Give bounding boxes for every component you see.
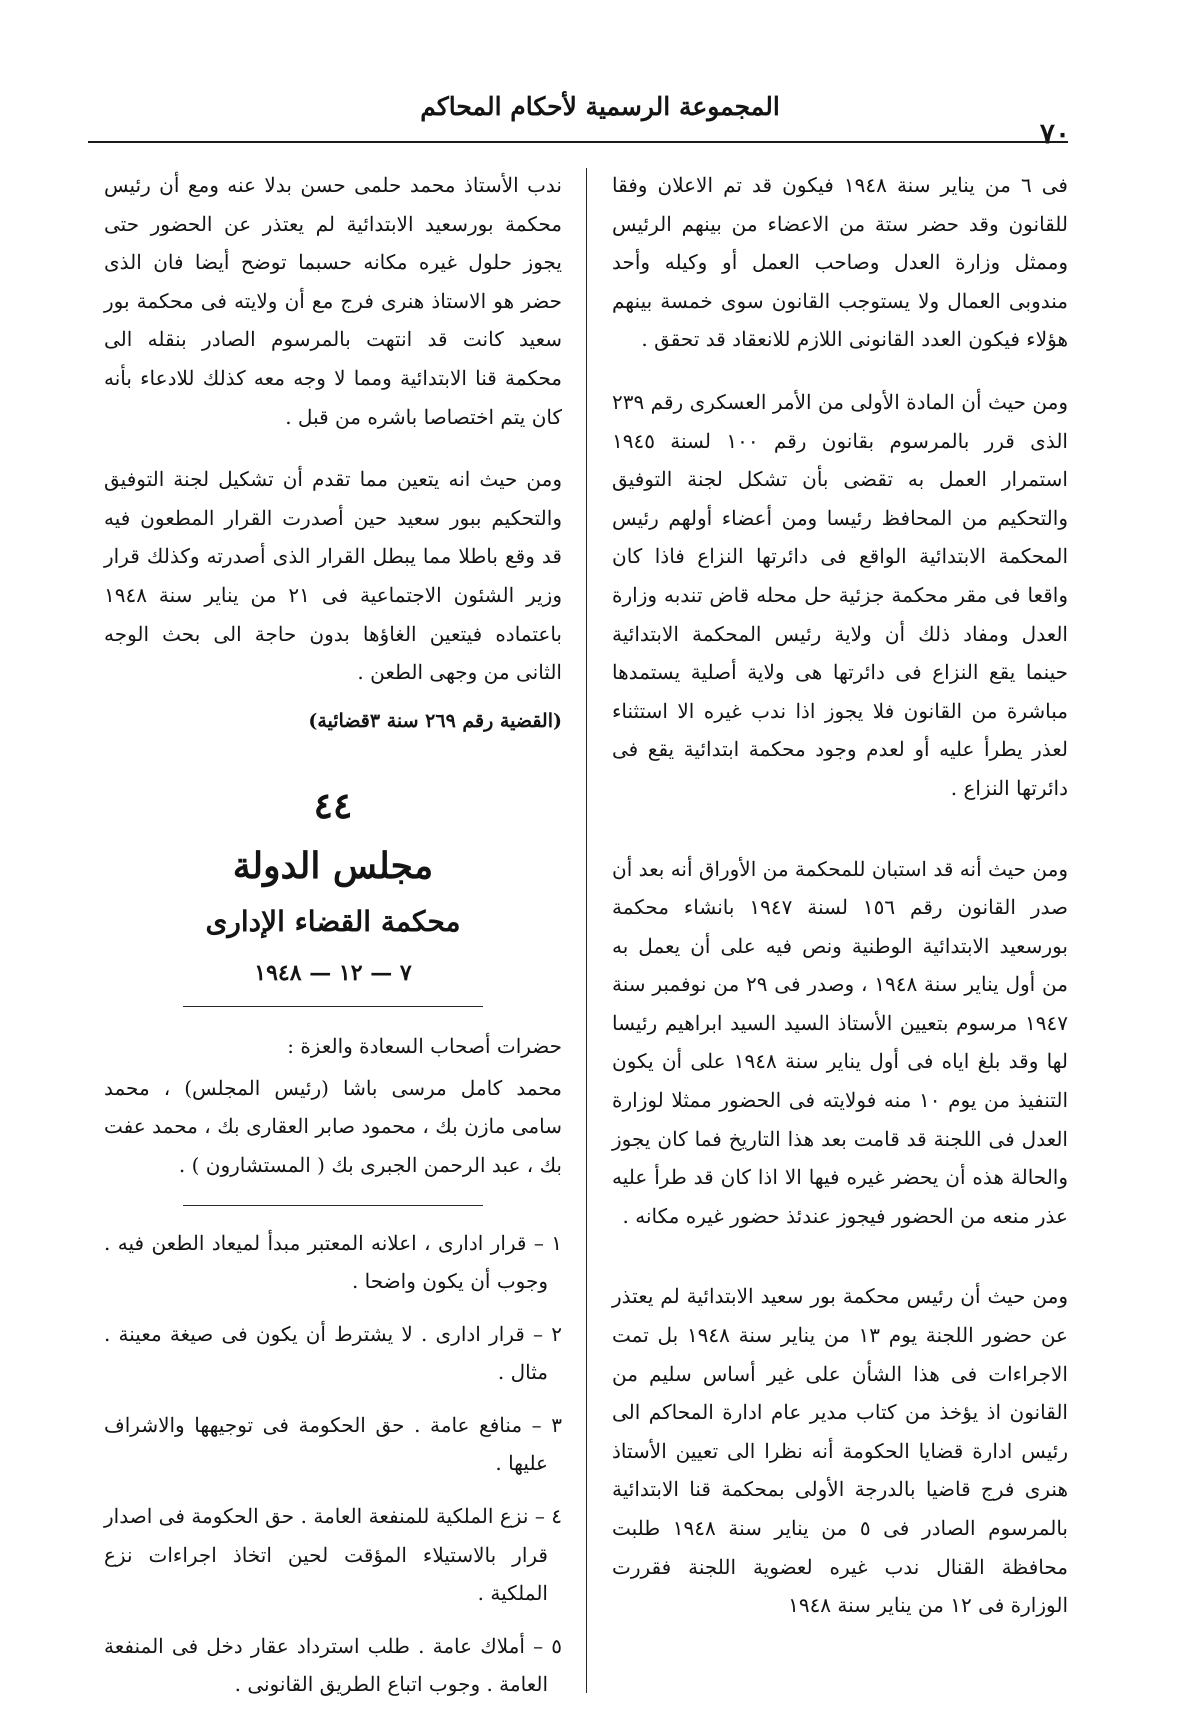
case-reference: (القضية رقم ٢٦٩ سنة ٣قضائية) (308, 709, 562, 732)
paragraph: ومن حيث أنه قد استبان للمحكمة من الأوراق أنه بعد أن صدر القانون رقم ١٥٦ لسنة ١٩٤٧ بانشاء محكمة بورسعيد الابتدائية الوطنية ونص فيه على أن يعمل به من أول يناير سنة ١٩٤٨ ، وصدر فى ٢٩ من نوفمبر سنة ١٩٤٧ مرسوم بتعيين الأستاذ السيد السيد ابراهيم رئيسا لها وقد بلغ اياه فى أول يناير سنة ١٩٤٨ على أن يكون التنفيذ من يوم ١٠ منه فولايته فى الحضور ممثلا لوزارة العدل فى اللجنة قد قامت بعد هذا التاريخ فما كان يجوز والحالة هذه أن يحضر غيره فيها الا اذا كان قد طرأ عليه عذر منعه من الحضور فيجوز عندئذ حضور غيره مكانه . (612, 856, 1069, 1228)
court-title: محكمة القضاء الإدارى (205, 904, 461, 938)
headnote-item: ٣ – منافع عامة . حق الحكومة فى توجيهها والاشراف عليها . (104, 1412, 562, 1476)
paragraph-gap (612, 808, 1068, 850)
paragraph: ومن حيث أن رئيس محكمة بور سعيد الابتدائية لم يعتذر عن حضور اللجنة يوم ١٣ من يناير سنة ١٩٤٨ بل تمت الاجراءات فى هذا الشأن على غير أساس سليم من القانون اذ يؤخذ من كتاب مدير عام ادارة المحاكم الى رئيس ادارة قضايا الحكومة أنه نظرا الى تعيين الأستاذ هنرى فرج قاضيا بالدرجة الأولى بمحكمة قنا الابتدائية بالمرسوم الصادر فى ٥ من يناير سنة ١٩٤٨ طلبت محافظة القنال ندب غيره لعضوية اللجنة فقررت الوزارة فى ١٢ من يناير سنة ١٩٤٨ (612, 1284, 1068, 1618)
headnote-item: ٥ – أملاك عامة . طلب استرداد عقار دخل فى المنفعة العامة . وجوب اتباع الطريق القانونى . (104, 1633, 562, 1697)
column-divider (586, 168, 587, 1693)
section-number: ٤٤ (313, 784, 353, 827)
paragraph: ندب الأستاذ محمد حلمى حسن بدلا عنه ومع أن رئيس محكمة بورسعيد الابتدائية لم يعتذر عن الحضور حتى يجوز حلول غيره مكانه حسبما توضح أيضا فان الذى حضر هو الاستاذ هنرى فرج مع أن ولايته فى محكمة بور سعيد كانت قد انتهت بالمرسوم الصادر بنقله الى محكمة قنا الابتدائية ومما لا وجه معه كذلك للادعاء بأنه كان يتم اختصاصا باشره من قبل . (104, 173, 562, 429)
paragraph: ومن حيث انه يتعين مما تقدم أن تشكيل لجنة التوفيق والتحكيم ببور سعيد حين أصدرت القرار المطعون فيه قد وقع باطلا مما يبطل القرار الذى أصدرته وكذلك قرار وزير الشئون الاجتماعية فى ٢١ من يناير سنة ١٩٤٨ باعتماده فيتعين الغاؤها بدون حاجة الى بحث الوجه الثانى من وجهى الطعن . (104, 467, 562, 685)
paragraph-gap (104, 436, 562, 460)
headnote-item: ١ – قرار ادارى ، اعلانه المعتبر مبدأ لميعاد الطعن فيه . وجوب أن يكون واضحا . (104, 1230, 562, 1294)
paragraph-gap (612, 1235, 1068, 1277)
paragraph-gap (612, 359, 1068, 383)
paragraph: فى ٦ من يناير سنة ١٩٤٨ فيكون قد تم الاعلان وفقا للقانون وقد حضر ستة من الاعضاء من بينهم الرئيس وممثل وزارة العدل وصاحب العمل أو وكيله وأحد مندوبى العمال ولا يستوجب القانون سوى خمسة بينهم هؤلاء فيكون العدد القانونى اللازم للانعقاد قد تحقق . (612, 173, 1068, 352)
page-number: ٧٠ (1039, 117, 1070, 150)
headnote-item: ٢ – قرار ادارى . لا يشترط أن يكون فى صيغة معينة . مثال . (104, 1321, 562, 1385)
date-rule (183, 1006, 483, 1007)
header-rule (88, 141, 1068, 143)
council-title: مجلس الدولة (232, 844, 434, 887)
headnote-item: ٤ – نزع الملكية للمنفعة العامة . حق الحكومة فى اصدار قرار بالاستيلاء المؤقت لحين اتخاذ اجراءات نزع الملكية . (104, 1504, 562, 1606)
paragraph: ومن حيث أن المادة الأولى من الأمر العسكرى رقم ٢٣٩ الذى قرر بالمرسوم بقانون رقم ١٠٠ لسنة ١٩٤٥ استمرار العمل به تقضى بأن تشكل لجنة التوفيق والتحكيم من المحافظ رئيسا ومن أعضاء أولهم رئيس المحكمة الابتدائية الواقع فى دائرتها النزاع فاذا كان واقعا فى مقر محكمة جزئية حل محله قاض تندبه وزارة العدل ومفاد ذلك أن ولاية رئيس المحكمة الابتدائية حينما يقع النزاع فى دائرتها هى ولاية أصلية يستمدها مباشرة من القانون فلا يجوز اذا ندب غيره الا استثناء لعذر يطرأ عليه أو لعدم وجود محكمة ابتدائية يقع فى دائرتها النزاع . (612, 389, 1068, 800)
members-rule (183, 1205, 483, 1206)
left-column (104, 166, 562, 1718)
right-column (612, 166, 1068, 1625)
members-list: محمد كامل مرسى باشا (رئيس المجلس) ، محمد سامى مازن بك ، محمود صابر العقارى بك ، محمد عفت بك ، عبد الرحمن الجبرى بك ( المستشارون ) . (104, 1075, 562, 1177)
running-header-title: المجموعة الرسمية لأحكام المحاكم (420, 92, 780, 121)
judgment-date: ٧ — ١٢ — ١٩٤٨ (254, 959, 412, 986)
presence-heading: حضرات أصحاب السعادة والعزة : (287, 1033, 562, 1058)
